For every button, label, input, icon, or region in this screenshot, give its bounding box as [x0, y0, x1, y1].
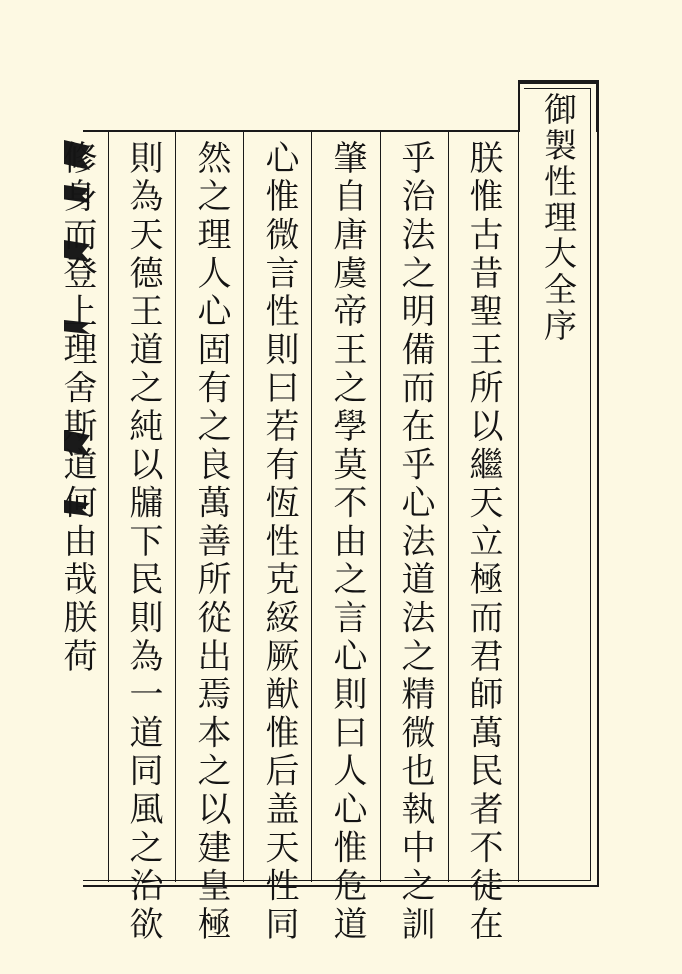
column-divider [175, 130, 176, 882]
column-divider [380, 130, 381, 882]
text-column-2: 乎治法之明備而在乎心法道法之精微也執中之訓 [395, 140, 435, 945]
text-column-1: 朕惟古昔聖王所以繼天立極而君師萬民者不徒在 [463, 140, 503, 945]
column-divider [448, 130, 449, 882]
title-box-inner-line [524, 88, 590, 89]
text-column-4: 心惟微言性則曰若有恆性克綏厥猷惟后盖天性同 [259, 140, 299, 945]
text-column-3: 肇自唐虞帝王之學莫不由之言心則曰人心惟危道 [327, 140, 367, 945]
column-divider [311, 130, 312, 882]
column-divider [518, 130, 519, 882]
text-column-5: 然之理人心固有之良萬善所從出焉本之以建皇極 [191, 140, 231, 945]
document-title: 御製性理大全序 [539, 92, 578, 344]
column-divider [108, 130, 109, 882]
text-column-7: 修身而登上理舍斯道何由哉朕荷 [57, 140, 97, 677]
text-column-6: 則為天德王道之純以牖下民則為一道同風之治欲 [123, 140, 163, 945]
frame-inner-right-border [590, 88, 591, 880]
column-divider [243, 130, 244, 882]
frame-top-border [83, 130, 518, 132]
